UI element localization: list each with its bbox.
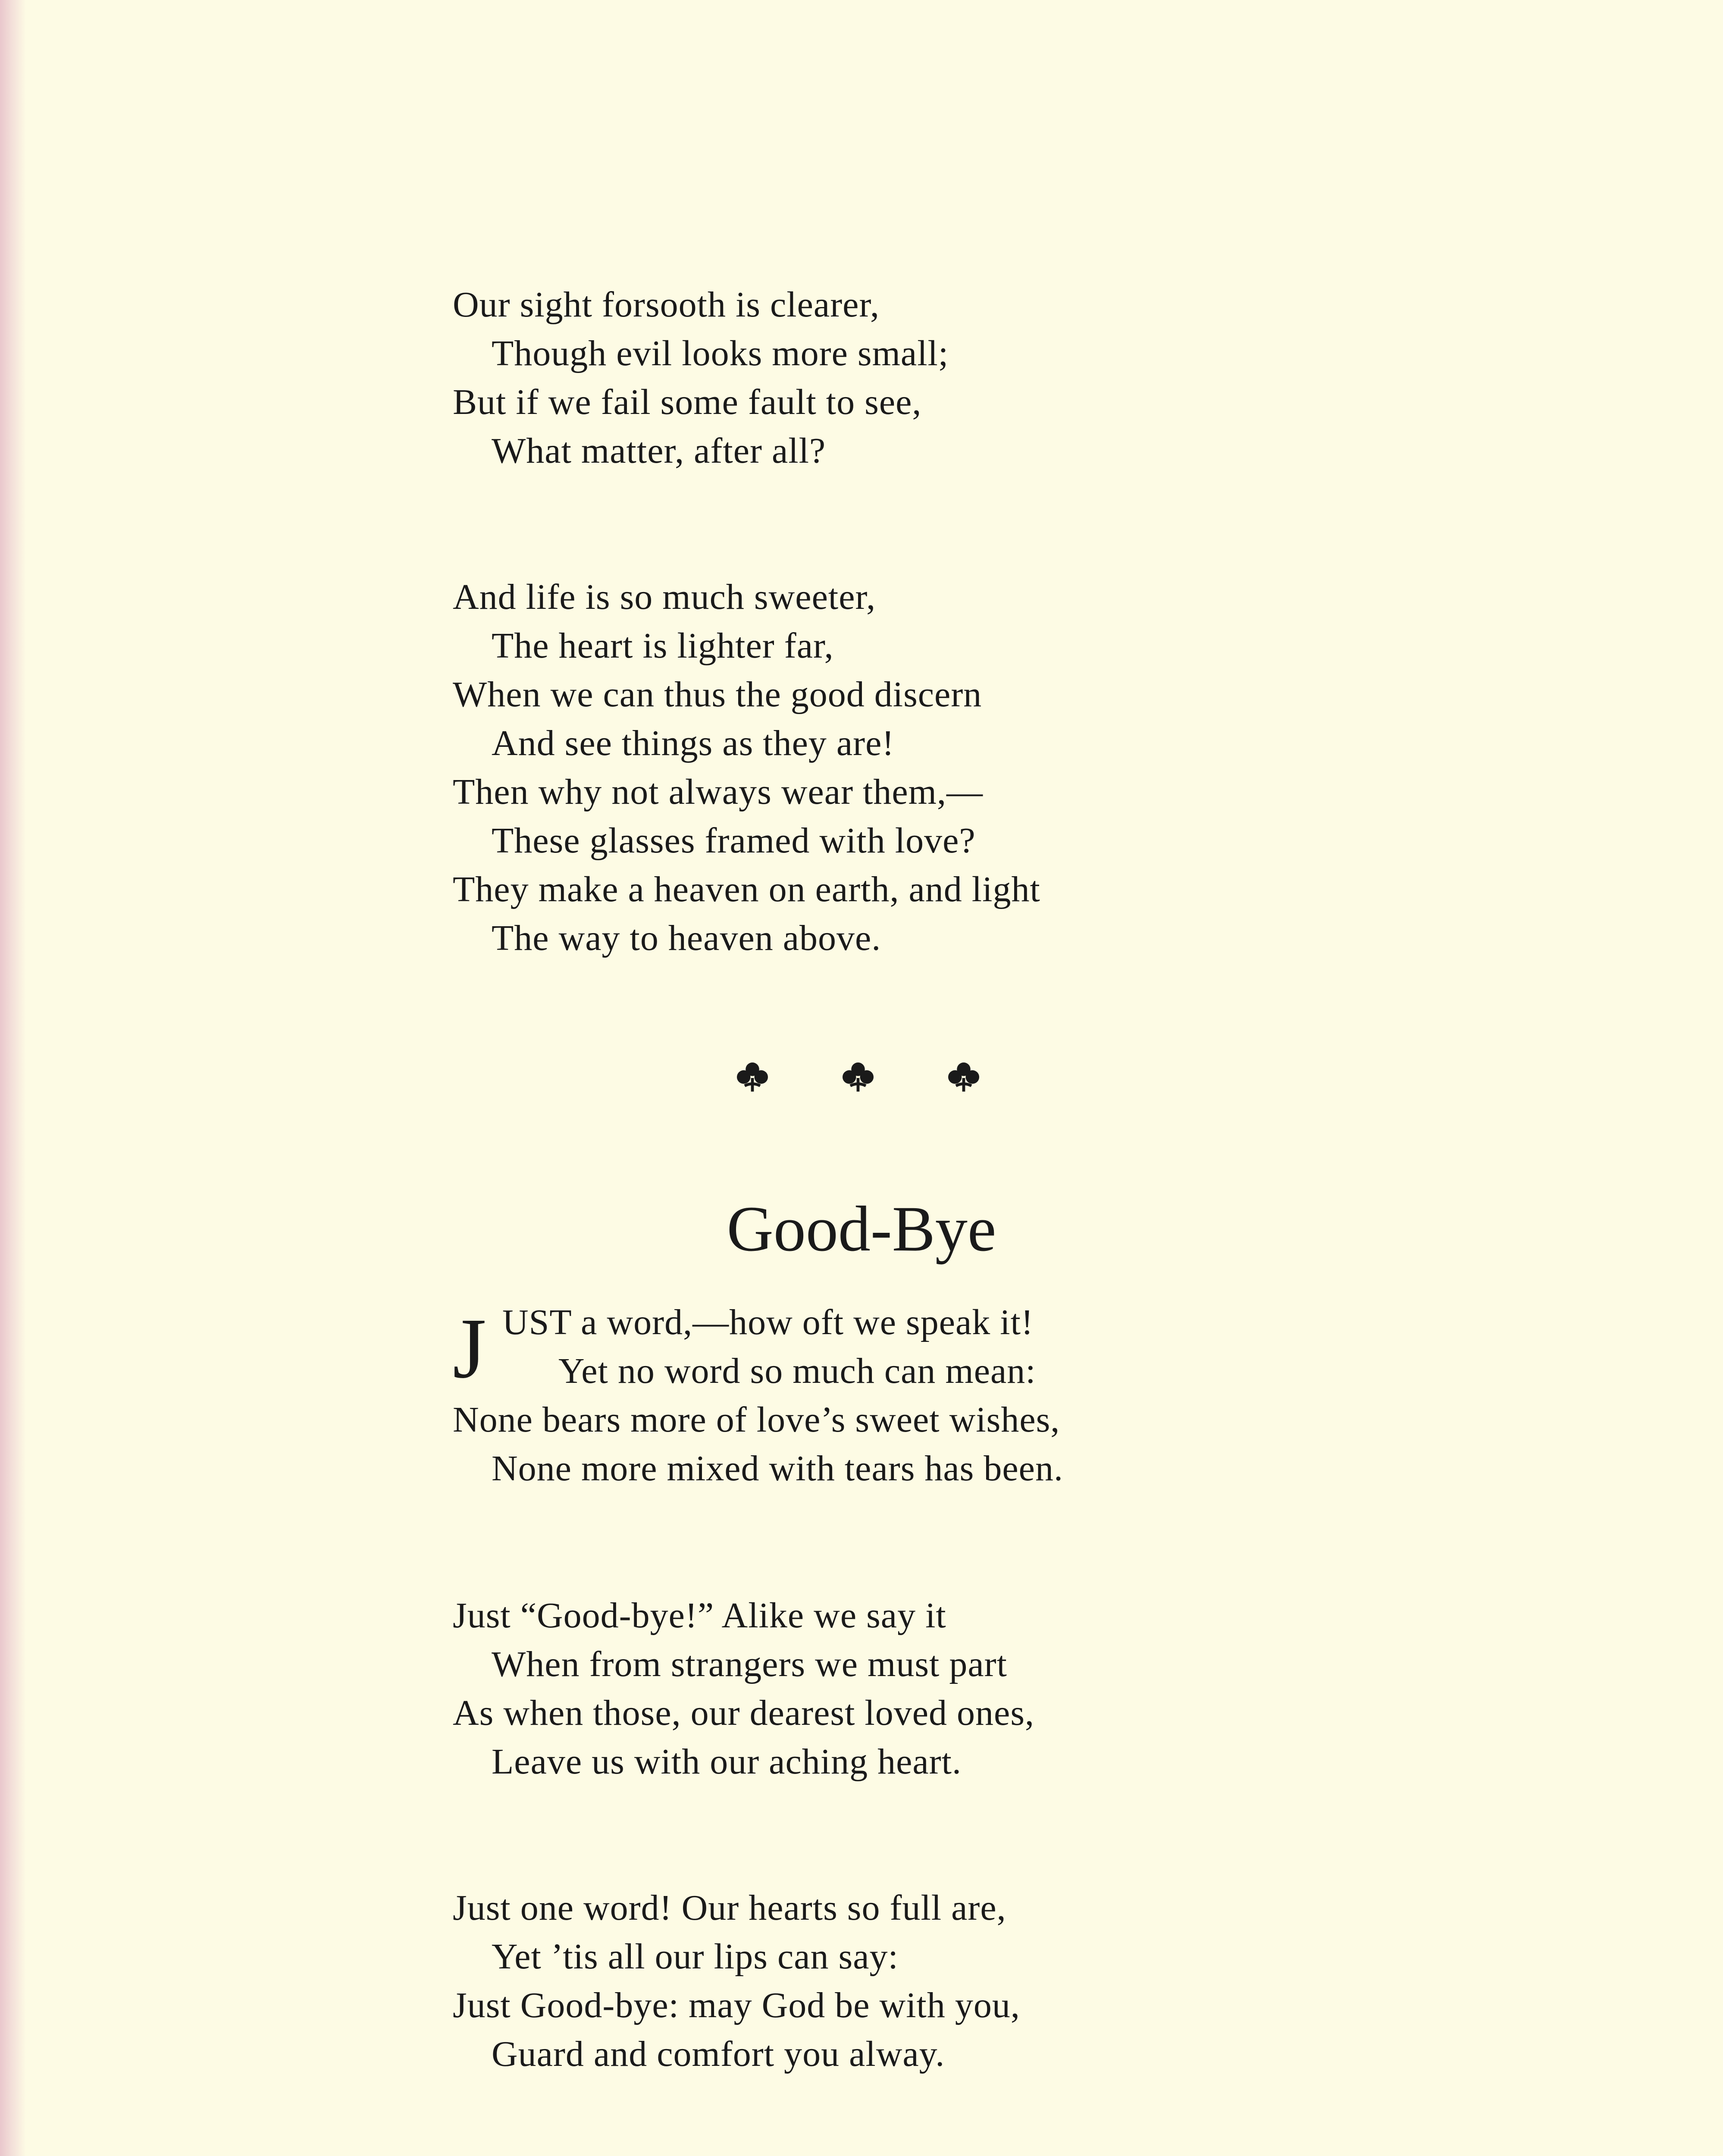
- clover-ornament-icon: [839, 1059, 877, 1097]
- verse-line: Then why not always wear them,—: [453, 772, 984, 812]
- verse-line: Guard and comfort you alway.: [492, 2034, 945, 2074]
- verse-line: Yet no word so much can mean:: [558, 1351, 1036, 1391]
- verse-line: Just Good-bye: may God be with you,: [453, 1985, 1020, 2025]
- verse-line: None more mixed with tears has been.: [492, 1448, 1063, 1489]
- verse-line: When we can thus the good discern: [453, 674, 982, 714]
- poem-title: Good-Bye: [727, 1193, 996, 1265]
- verse-line: Just “Good-bye!” Alike we say it: [453, 1595, 946, 1636]
- verse-line: Though evil looks more small;: [492, 333, 949, 373]
- verse-line: Yet ’tis all our lips can say:: [492, 1937, 899, 1977]
- clover-ornament-icon: [944, 1059, 983, 1097]
- drop-cap: J: [453, 1301, 486, 1396]
- verse-line: UST a word,—how oft we speak it!: [502, 1302, 1034, 1342]
- stanza-5: [453, 1883, 1315, 2078]
- verse-line: When from strangers we must part: [492, 1644, 1007, 1684]
- verse-line: Leave us with our aching heart.: [492, 1742, 962, 1782]
- stanza-2: [453, 573, 1315, 962]
- page-edge: [0, 0, 26, 2156]
- clover-ornament-icon: [733, 1059, 772, 1097]
- stanza-4: [453, 1591, 1315, 1786]
- verse-line: These glasses framed with love?: [492, 821, 976, 861]
- verse-line: What matter, after all?: [492, 431, 826, 471]
- verse-line: None bears more of love’s sweet wishes,: [453, 1400, 1060, 1440]
- verse-line: But if we fail some fault to see,: [453, 382, 922, 422]
- verse-line: As when those, our dearest loved ones,: [453, 1693, 1035, 1733]
- verse-line: And life is so much sweeter,: [453, 577, 876, 617]
- verse-line: The heart is lighter far,: [492, 626, 834, 666]
- verse-line: The way to heaven above.: [492, 918, 881, 958]
- verse-line: Our sight forsooth is clearer,: [453, 285, 880, 325]
- stanza-3: [453, 1298, 1315, 1493]
- verse-line: They make a heaven on earth, and light: [453, 869, 1040, 909]
- ornament-separator: [733, 1052, 983, 1104]
- stanza-1: [453, 280, 1315, 475]
- verse-line: Just one word! Our hearts so full are,: [453, 1888, 1006, 1928]
- verse-line: And see things as they are!: [492, 723, 895, 763]
